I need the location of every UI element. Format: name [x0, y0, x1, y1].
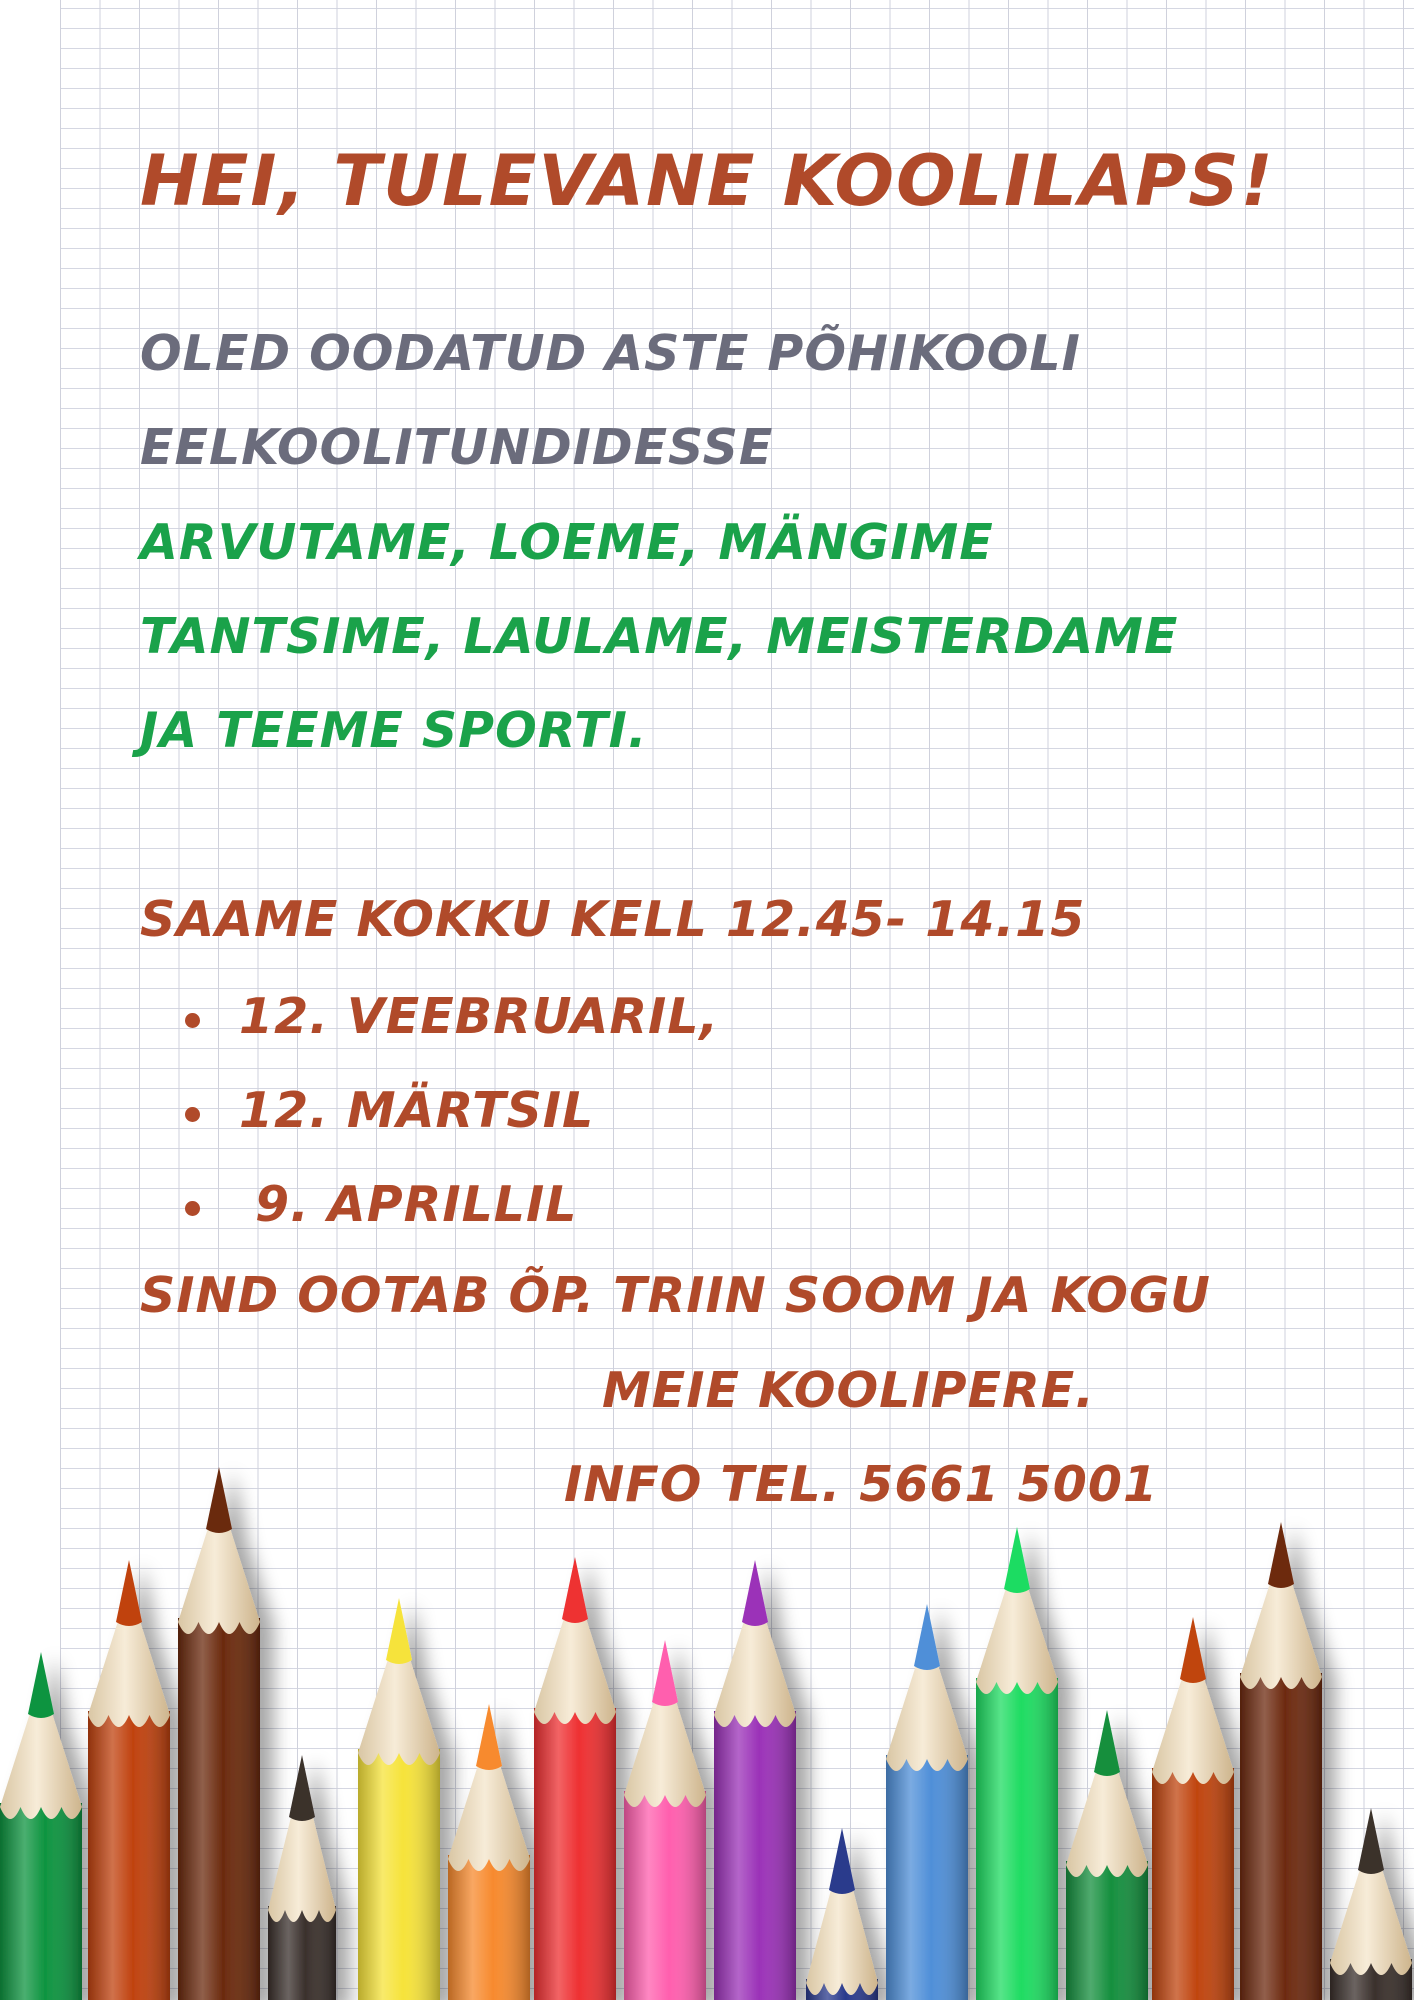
pencil-red [534, 1557, 616, 2000]
date-item [185, 1079, 719, 1173]
intro-line-2: EELKOOLITUNDIDESSE [140, 419, 774, 476]
date-item [185, 1173, 719, 1267]
info-phone: INFO TEL. 5661 5001 [564, 1456, 1159, 1513]
colored-pencils-illustration [0, 1440, 1414, 2000]
pencil-black [268, 1755, 336, 2000]
pencil-bright-green [976, 1527, 1058, 2000]
activities-line-3: JA TEEME SPORTI. [140, 702, 648, 759]
pencil-purple [714, 1560, 796, 2000]
pencil-black [1330, 1808, 1412, 2000]
date-item [185, 985, 719, 1079]
date-text: 9. APRILLIL [255, 1176, 578, 1233]
pencil-blue [886, 1604, 968, 2000]
pencil-orange-brown [88, 1560, 170, 2000]
meeting-time: SAAME KOKKU KELL 12.45- 14.15 [140, 891, 1086, 948]
pencil-orange [448, 1704, 530, 2000]
pencil-rust [1152, 1617, 1234, 2000]
date-text: 12. VEEBRUARIL, [239, 988, 720, 1045]
pencil-dark-green [1066, 1710, 1148, 2000]
activities-line-2: TANTSIME, LAULAME, MEISTERDAME [140, 608, 1179, 665]
closing-line-2: MEIE KOOLIPERE. [602, 1362, 1095, 1419]
pencil-pink [624, 1640, 706, 2000]
flyer-title: HEI, TULEVANE KOOLILAPS! [140, 140, 1275, 222]
activities-line-1: ARVUTAME, LOEME, MÄNGIME [140, 514, 994, 571]
intro-line-1: OLED OODATUD ASTE PÕHIKOOLI [140, 325, 1081, 382]
pencil-brown [1240, 1522, 1322, 2000]
pencil-yellow [358, 1598, 440, 2000]
pencil-green [0, 1652, 82, 2000]
pencil-navy [806, 1828, 878, 2000]
meeting-dates-list [185, 985, 719, 1267]
closing-line-1: SIND OOTAB ÕP. TRIIN SOOM JA KOGU [140, 1267, 1211, 1324]
pencil-dark-brown [178, 1467, 260, 2000]
date-text: 12. MÄRTSIL [239, 1082, 595, 1139]
